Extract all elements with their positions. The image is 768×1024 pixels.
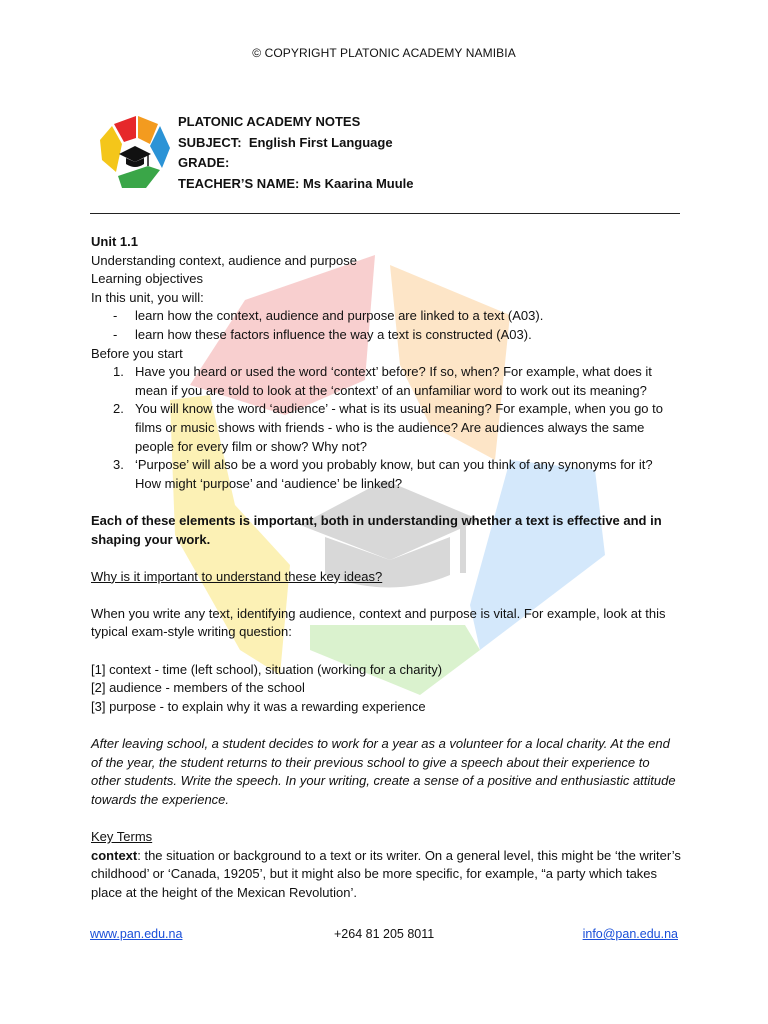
- graduation-cap-icon: [119, 146, 151, 167]
- unit-title: Understanding context, audience and purpose: [91, 252, 357, 268]
- question-item: 3. ‘Purpose’ will also be a word you probably know, but can you think of any synonyms for it? How might ‘purpose’ and ‘audience’ be linked?: [113, 457, 653, 491]
- subject-label: SUBJECT:: [178, 134, 242, 150]
- teacher-value: Ms Kaarina Muule: [302, 175, 414, 191]
- why-paragraph: When you write any text, identifying audience, context and purpose is vital. For example, look at this typical exam-style writing question:: [91, 605, 666, 640]
- question-item: 2. You will know the word ‘audience’ - what is its usual meaning? For example, when you go to films or music shows with friends - who is the audience? Are audiences always the same people for every film or show? Why not?: [113, 401, 663, 454]
- point-item: [2] audience - members of the school: [91, 680, 305, 696]
- email-link[interactable]: info@pan.edu.na: [582, 927, 678, 941]
- key-terms-heading: Key Terms: [91, 829, 153, 844]
- website-link[interactable]: www.pan.edu.na: [90, 927, 183, 941]
- term-definition: [91, 847, 681, 903]
- why-heading: Why is it important to understand these key ideas?: [91, 568, 383, 584]
- exam-question: After leaving school, a student decides to work for a year as a volunteer for a local charity. At the end of the year, the student returns to their previous school to give a speech about their experience to other students. Write the speech. In your writing, create a sense of a positive and enthusiastic attitude towards the experience.: [91, 736, 676, 807]
- objective-item: - learn how the context, audience and purpose are linked to a text (A03).: [113, 308, 544, 324]
- teacher-label: TEACHER’S NAME:: [178, 175, 300, 191]
- notes-title: PLATONIC ACADEMY NOTES: [178, 114, 361, 129]
- phone-number: +264 81 205 8011: [334, 927, 435, 941]
- before-heading: Before you start: [91, 345, 183, 361]
- copyright-notice: © COPYRIGHT PLATONIC ACADEMY NAMIBIA: [252, 46, 516, 60]
- point-item: [3] purpose - to explain why it was a rewarding experience: [91, 698, 426, 714]
- unit-content: [91, 233, 681, 902]
- objective-item: - learn how these factors influence the way a text is constructed (A03).: [113, 326, 532, 342]
- term-word: context: [91, 847, 138, 863]
- grade-label: GRADE:: [178, 155, 230, 170]
- teacher-line: [178, 174, 414, 195]
- subject-line: [178, 133, 414, 154]
- notes-header: [178, 112, 414, 194]
- point-item: [1] context - time (left school), situation (working for a charity): [91, 661, 443, 677]
- academy-logo: [100, 116, 170, 190]
- header-divider: [90, 213, 680, 214]
- important-statement: Each of these elements is important, both in understanding whether a text is effective and in shaping your work.: [91, 512, 662, 547]
- objectives-heading: Learning objectives: [91, 271, 204, 287]
- unit-number: Unit 1.1: [91, 234, 138, 249]
- question-item: 1. Have you heard or used the word ‘context’ before? If so, when? For example, what does it mean if you are told to look at the ‘context’ of an unfamiliar word to work out its meaning?: [113, 364, 652, 398]
- term-text: : the situation or background to a text or its writer. On a general level, this might be ‘the writer’s childhood’ or ‘Canada, 19205’, but it might also be more specific, for example, “a party which takes place at the height of the Mexican Revolution’.: [91, 847, 681, 900]
- subject-value: English First Language: [248, 134, 393, 150]
- objectives-intro: In this unit, you will:: [91, 289, 204, 305]
